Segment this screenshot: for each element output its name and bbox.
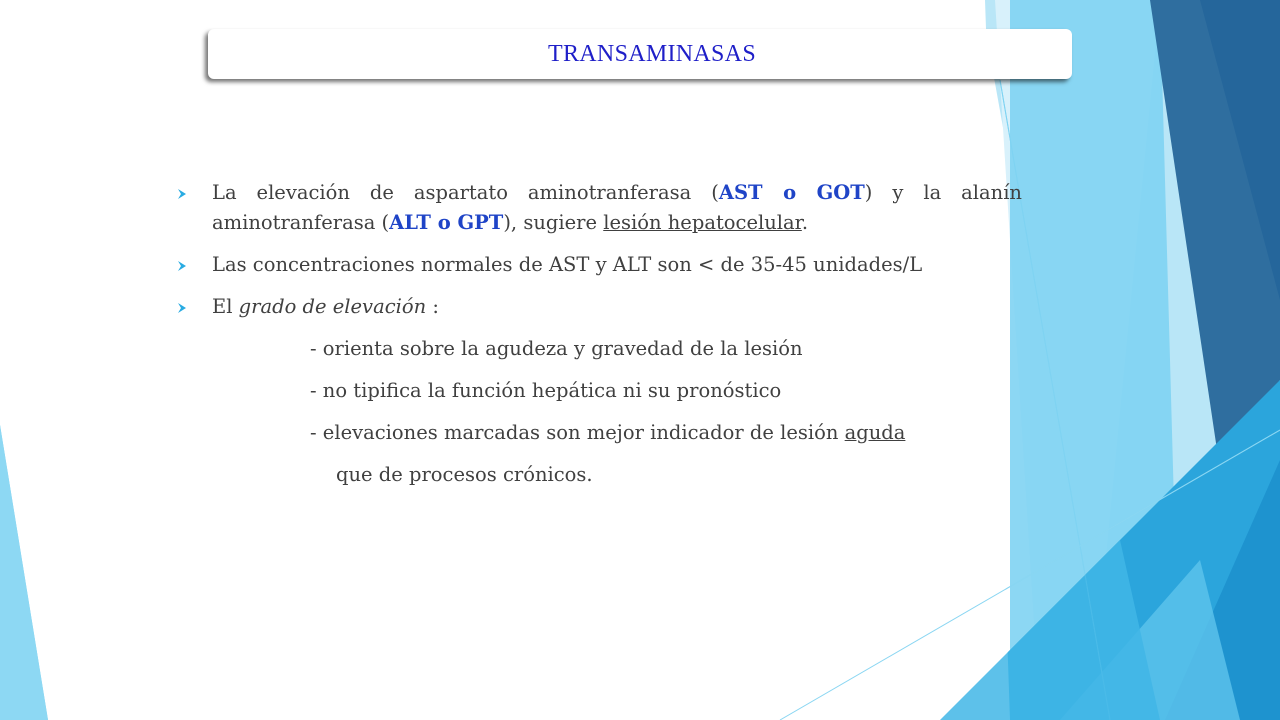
lower-left-accent [0,425,48,720]
keyword-ast-got: AST o GOT [718,181,865,204]
subline-3: - elevaciones marcadas son mejor indicador de lesión aguda [310,421,906,444]
arrow-bullet-icon [176,302,188,314]
slide-content [176,178,1022,502]
subline-continuation: que de procesos crónicos. [336,463,593,486]
bullet-item-3: El grado de elevación : [176,292,1022,322]
arrow-bullet-icon [176,188,188,200]
underlined-lesion-hepatocelular: lesión hepatocelular [603,211,802,234]
italic-grado-de-elevacion: grado de elevación [238,295,427,318]
keyword-alt-gpt: ALT o GPT [389,211,504,234]
slide-title: TRANSAMINASAS [548,40,756,67]
subline-1: - orienta sobre la agudeza y gravedad de la lesión [310,337,803,360]
subline-2: - no tipifica la función hepática ni su pronóstico [310,379,782,402]
underlined-aguda: aguda [844,421,906,444]
title-box [208,29,1072,79]
bullet-item-2: Las concentraciones normales de AST y ALT son < de 35-45 unidades/L [176,250,1022,280]
bullet-item-1: La elevación de aspartato aminotranferasa (AST o GOT) y la alanín aminotranferasa (ALT o GPT), sugiere lesión hepatocelular. [176,178,1022,238]
arrow-bullet-icon [176,260,188,272]
